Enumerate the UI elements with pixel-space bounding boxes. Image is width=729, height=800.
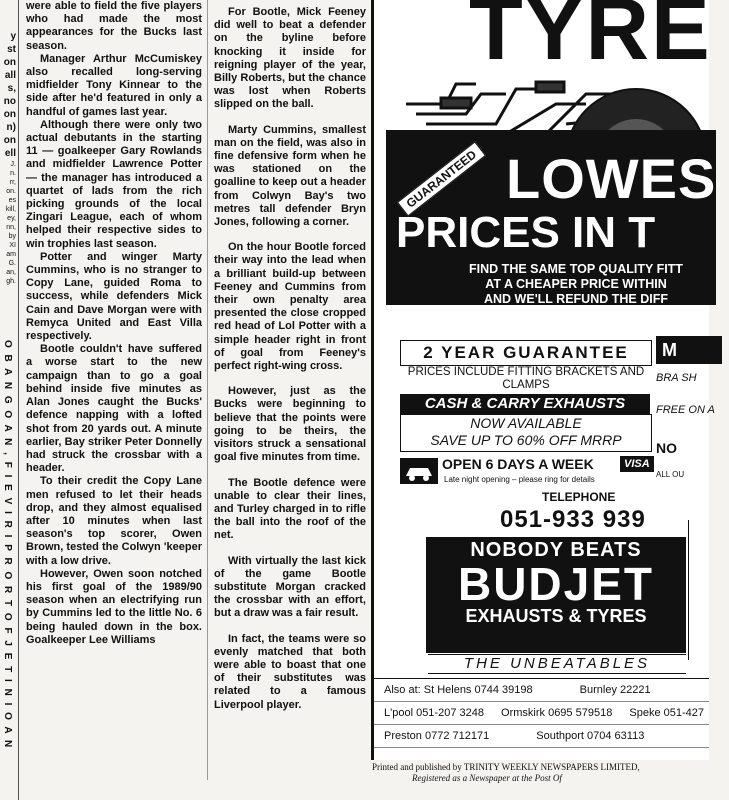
article-column-1	[26, 0, 202, 647]
text-fragment: on.	[6, 188, 16, 195]
imprint	[372, 762, 706, 784]
paragraph: In fact, the teams were so evenly matched that both were able to boast that one of their substitutes was related to a famous Liverpool player.	[214, 632, 366, 711]
car-icon	[400, 458, 438, 484]
guaranteed-ribbon: GUARANTEED	[397, 142, 486, 217]
text-fragment: J.	[10, 161, 16, 168]
column-rule	[18, 0, 19, 800]
paragraph: The Bootle defence were unable to clear their lines, and Turley charged in to rifle the ball into the roof of the net.	[214, 476, 366, 542]
subtext-line: AT A CHEAPER PRICE WITHIN	[485, 277, 667, 291]
branch: Southport 0704 63113	[536, 730, 645, 742]
text-fragment: on	[3, 135, 16, 146]
text-fragment: nn,	[6, 224, 16, 231]
text-fragment: kill,	[5, 206, 16, 213]
branch: L'pool 051-207 3248	[384, 707, 484, 719]
visa-logo: VISA	[620, 456, 654, 472]
side-free: FREE ON A	[656, 404, 715, 416]
telephone-number: 051-933 939	[500, 506, 646, 533]
imprint-line: Printed and published by TRINITY WEEKLY NEWSPAPERS LIMITED,	[372, 762, 640, 772]
text-fragment: ey,	[7, 215, 16, 222]
late-night-note: Late night opening – please ring for details	[444, 475, 595, 484]
text-fragment: rr,	[9, 179, 16, 186]
ad-brand: TYRE	[469, 0, 712, 78]
text-fragment: on	[3, 57, 16, 68]
left-column-fragment	[0, 0, 16, 800]
budjet-logo	[426, 537, 686, 653]
headline-subtext	[426, 262, 726, 307]
branch: Speke 051-427	[629, 707, 704, 719]
side-heading: M	[656, 336, 722, 364]
paragraph: However, just as the Bucks were beginning to believe that the points were going to be theirs, the visitors struck a sensational goal five minutes from time.	[214, 385, 366, 464]
paragraph: Potter and winger Marty Cummins, who is no stranger to Copy Lane, guided Roma to success, while defenders Mick Cain and Dave Morgan were with Remyca United and East Villa respectively.	[26, 250, 202, 343]
branch-row	[374, 702, 709, 725]
two-year-guarantee: 2 YEAR GUARANTEE	[400, 340, 652, 366]
paragraph: Although there were only two actual debutants in the starting 11 — goalkeeper Gary Rowlands and midfielder Lawrence Potter — the manager has introduced a quartet of lads from the rich picking grounds of the local Zingari League, each of whom helped their respective sides to win trophies last season.	[26, 118, 202, 250]
paragraph: For Bootle, Mick Feeney did well to beat a defender on the byline before knocking it inside for reigning player of the year, Billy Roberts, but the chance was lost when Roberts slipped on the ball.	[214, 6, 366, 111]
paragraph: On the hour Bootle forced their way into the lead when a brilliant build-up between Feeney and Cummins from their own penalty area presented the close cropped red head of Lol Potter with a simple header right in front of goal from Feeney's perfect right-wing cross.	[214, 241, 366, 373]
text-fragment: all	[4, 70, 16, 81]
branch-row	[374, 725, 709, 748]
branch-list	[374, 678, 709, 748]
budjet-wordmark: BUDJET	[457, 558, 655, 610]
paragraph: Marty Cummins, smallest man on the field, was also in fine defensive form when he was stationed on the goalline to keep out a header from Colwyn Bay's two metres tall defender Bryn Jones, following a corner.	[214, 123, 366, 229]
text-fragment: G.	[8, 260, 16, 267]
branch: Ormskirk 0695 579518	[501, 707, 613, 719]
tyre-advertisement	[371, 0, 717, 760]
headline-panel	[386, 130, 716, 305]
branch: Burnley 22221	[579, 684, 651, 696]
paragraph: To their credit the Copy Lane men refused to let their heads drop, and they almost equalised after 10 minutes when last season's top scorer, Owen Brown, tested the Colwyn 'keeper with a low drive.	[26, 475, 202, 567]
text-fragment: y	[10, 31, 16, 42]
side-text: BRA SH	[656, 372, 697, 384]
text-fragment: n.	[10, 170, 16, 177]
cash-carry-banner: CASH & CARRY EXHAUSTS	[400, 394, 650, 414]
side-no: NO	[656, 440, 677, 456]
text-fragment: an,	[6, 269, 16, 276]
article-column-2	[214, 6, 366, 712]
text-fragment: by	[8, 233, 16, 240]
subtext-line: FIND THE SAME TOP QUALITY FITT	[469, 262, 683, 276]
map-fragment	[688, 520, 729, 660]
save-offer: SAVE UP TO 60% OFF MRRP	[430, 432, 622, 448]
opening-hours	[400, 456, 650, 488]
exhausts-tyres: EXHAUSTS & TYRES	[465, 606, 647, 626]
branch: Preston 0772 712171	[384, 730, 490, 742]
headline-prices: PRICES IN T	[396, 208, 656, 257]
text-fragment: XI	[9, 242, 16, 249]
imprint-line: Registered as a Newspaper at the Post Of	[412, 773, 562, 783]
paragraph: Bootle couldn't have suffered a worse start to the new campaign than to go a goal behind inside five minutes as Alan Jones caught the Bucks' defence napping with a lofted shot from 20 yards out. A minute earlier, Bay striker Peter Donnelly had struck the crossbar with a header.	[26, 343, 202, 475]
text-fragment: ell	[4, 148, 16, 159]
text-fragment: no	[3, 96, 16, 107]
nobody-beats: NOBODY BEATS	[470, 539, 642, 561]
now-available: NOW AVAILABLE	[470, 415, 582, 431]
paragraph: With virtually the last kick of the game Bootle substitute Morgan cracked the crossbar with an effort, but a draw was a fair result.	[214, 554, 366, 620]
fitting-note: PRICES INCLUDE FITTING BRACKETS AND CLAMPS	[407, 366, 645, 391]
tagline: THE UNBEATABLES	[428, 654, 686, 674]
subtext-line: AND WE'LL REFUND THE DIFF	[484, 292, 668, 306]
text-fragment: s,	[7, 83, 16, 94]
offer-box	[400, 414, 652, 452]
text-fragment: am	[6, 251, 16, 258]
fragment-list	[0, 0, 16, 286]
headline-lowest: LOWES	[506, 147, 717, 210]
text-fragment: st	[7, 44, 16, 55]
paragraph: Manager Arthur McCumiskey also recalled long-serving midfielder Tony Kinnear to the side after he'd featured in only a handful of games last year.	[26, 52, 202, 118]
paragraph: were able to field the five players who had made the most appearances for the Bucks last season.	[26, 0, 202, 52]
paragraph: However, Owen soon notched his first goal of the 1989/90 season when an electrifying run by Cummins led to the little No. 6 being hauled down in the box. Goalkeeper Lee Williams	[26, 567, 202, 646]
open-days: OPEN 6 DAYS A WEEK	[442, 456, 594, 472]
text-fragment: on	[3, 109, 16, 120]
branch: Also at: St Helens 0744 39198	[384, 684, 533, 696]
branch-row	[374, 679, 709, 702]
text-fragment: n)	[6, 122, 16, 133]
text-fragment: gh.	[6, 278, 16, 285]
side-all: ALL OU	[656, 470, 685, 479]
text-fragment: es	[8, 197, 16, 204]
vertical-text: O B A N G O A N , F I E V I R I P R O R T O F J E T I N I O A N	[2, 340, 13, 750]
telephone-label: TELEPHONE	[542, 490, 616, 504]
column-divider	[207, 0, 208, 780]
